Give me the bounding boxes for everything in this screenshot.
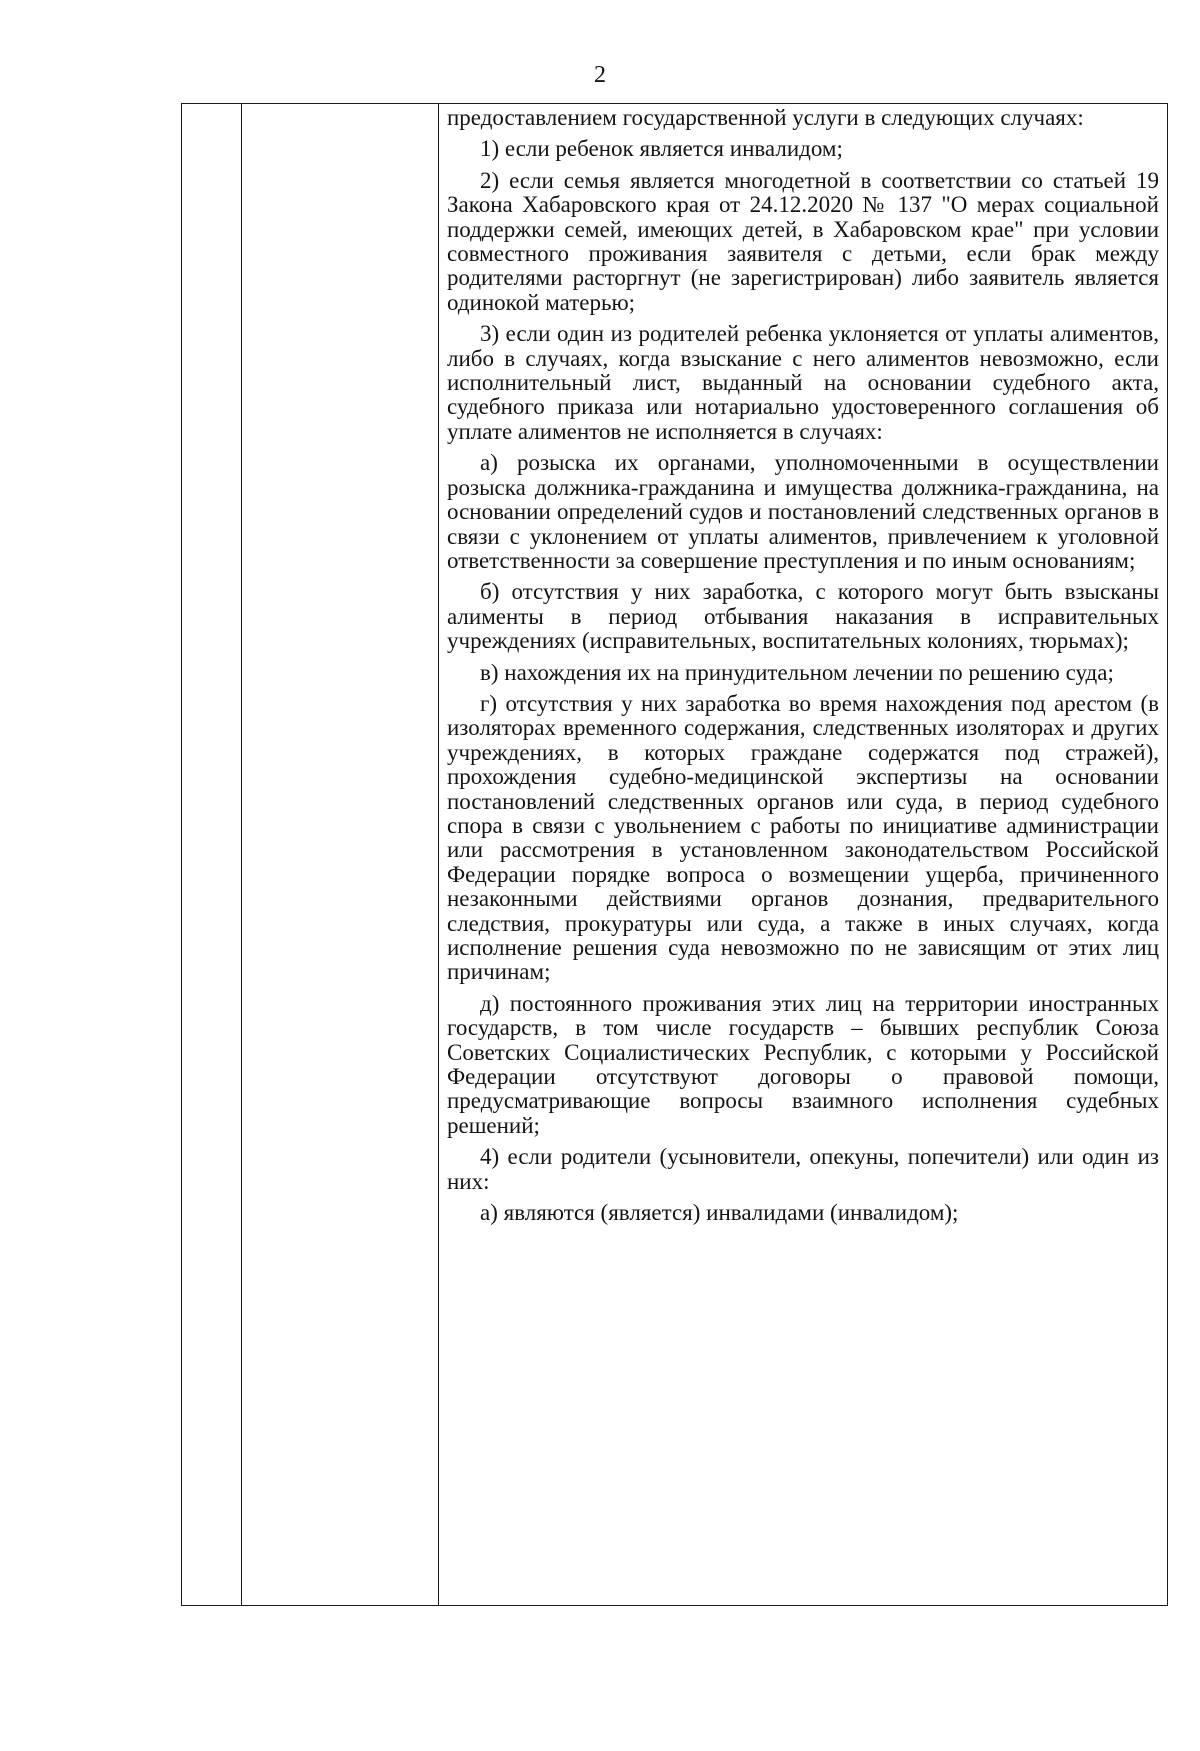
table-cell-content bbox=[439, 104, 1168, 1606]
paragraph-item-3a: а) розыска их органами, уполномоченными в осуществлении розыска должника-гражданина и имущества должника-гражданина, на основании определений судов и постановлений следственных органов в связи с уклонением от уплаты алиментов, привлечением к уголовной ответственности за совершение преступления и по иным основаниям; bbox=[447, 450, 1159, 573]
paragraph-item-3: 3) если один из родителей ребенка уклоняется от уплаты алиментов, либо в случаях, когда взыскание с него алиментов невозможно, если исполнительный лист, выданный на основании судебного акта, судебного приказа или нотариально удостоверенного соглашения об уплате алиментов не исполняется в случаях: bbox=[447, 321, 1159, 444]
paragraph-item-3g: г) отсутствия у них заработка во время нахождения под арестом (в изоляторах временного содержания, следственных изоляторах и других учреждениях, в которых граждане содержатся под стражей), прохождения судебно-медицинской экспертизы на основании постановлений следственных органов или суда, в период судебного спора в связи с увольнением с работы по инициативе администрации или рассмотрения в установленном законодательством Российской Федерации порядке вопроса о возмещении ущерба, причиненного незаконными действиями органов дознания, предварительного следствия, прокуратуры или суда, а также в иных случаях, когда исполнение решения суда невозможно по не зависящим от этих лиц причинам; bbox=[447, 690, 1159, 985]
paragraph-item-2: 2) если семья является многодетной в соответствии со статьей 19 Закона Хабаровского края от 24.12.2020 № 137 "О мерах социальной поддержки семей, имеющих детей, в Хабаровском крае" при условии совместного проживания заявителя с детьми, если брак между родителями расторгнут (не зарегистрирован) либо заявитель является одинокой матерью; bbox=[447, 167, 1159, 315]
paragraph-intro: предоставлением государственной услуги в следующих случаях: bbox=[447, 105, 1084, 130]
document-table bbox=[181, 103, 1168, 1606]
page-number: 2 bbox=[594, 62, 606, 88]
paragraph-item-1: 1) если ребенок является инвалидом; bbox=[480, 136, 843, 162]
paragraph-item-4: 4) если родители (усыновители, опекуны, попечители) или один из них: bbox=[447, 1144, 1159, 1194]
paragraph-item-3b: б) отсутствия у них заработка, с которого могут быть взысканы алименты в период отбывания наказания в исправительных учреждениях (исправительных, воспитательных колониях, тюрьмах); bbox=[447, 579, 1159, 654]
table-row bbox=[182, 104, 1168, 1606]
paragraph-item-4a: а) являются (является) инвалидами (инвалидом); bbox=[480, 1200, 959, 1226]
paragraph-item-3d: д) постоянного проживания этих лиц на территории иностранных государств, в том числе государств – бывших республик Союза Советских Социалистических Республик, с которыми у Российской Федерации отсутствуют договоры о правовой помощи, предусматривающие вопросы взаимного исполнения судебных решений; bbox=[447, 990, 1159, 1138]
table-cell-number-column bbox=[182, 104, 242, 1606]
table-cell-name-column bbox=[242, 104, 439, 1606]
paragraph-item-3v: в) нахождения их на принудительном лечении по решению суда; bbox=[480, 659, 1114, 685]
